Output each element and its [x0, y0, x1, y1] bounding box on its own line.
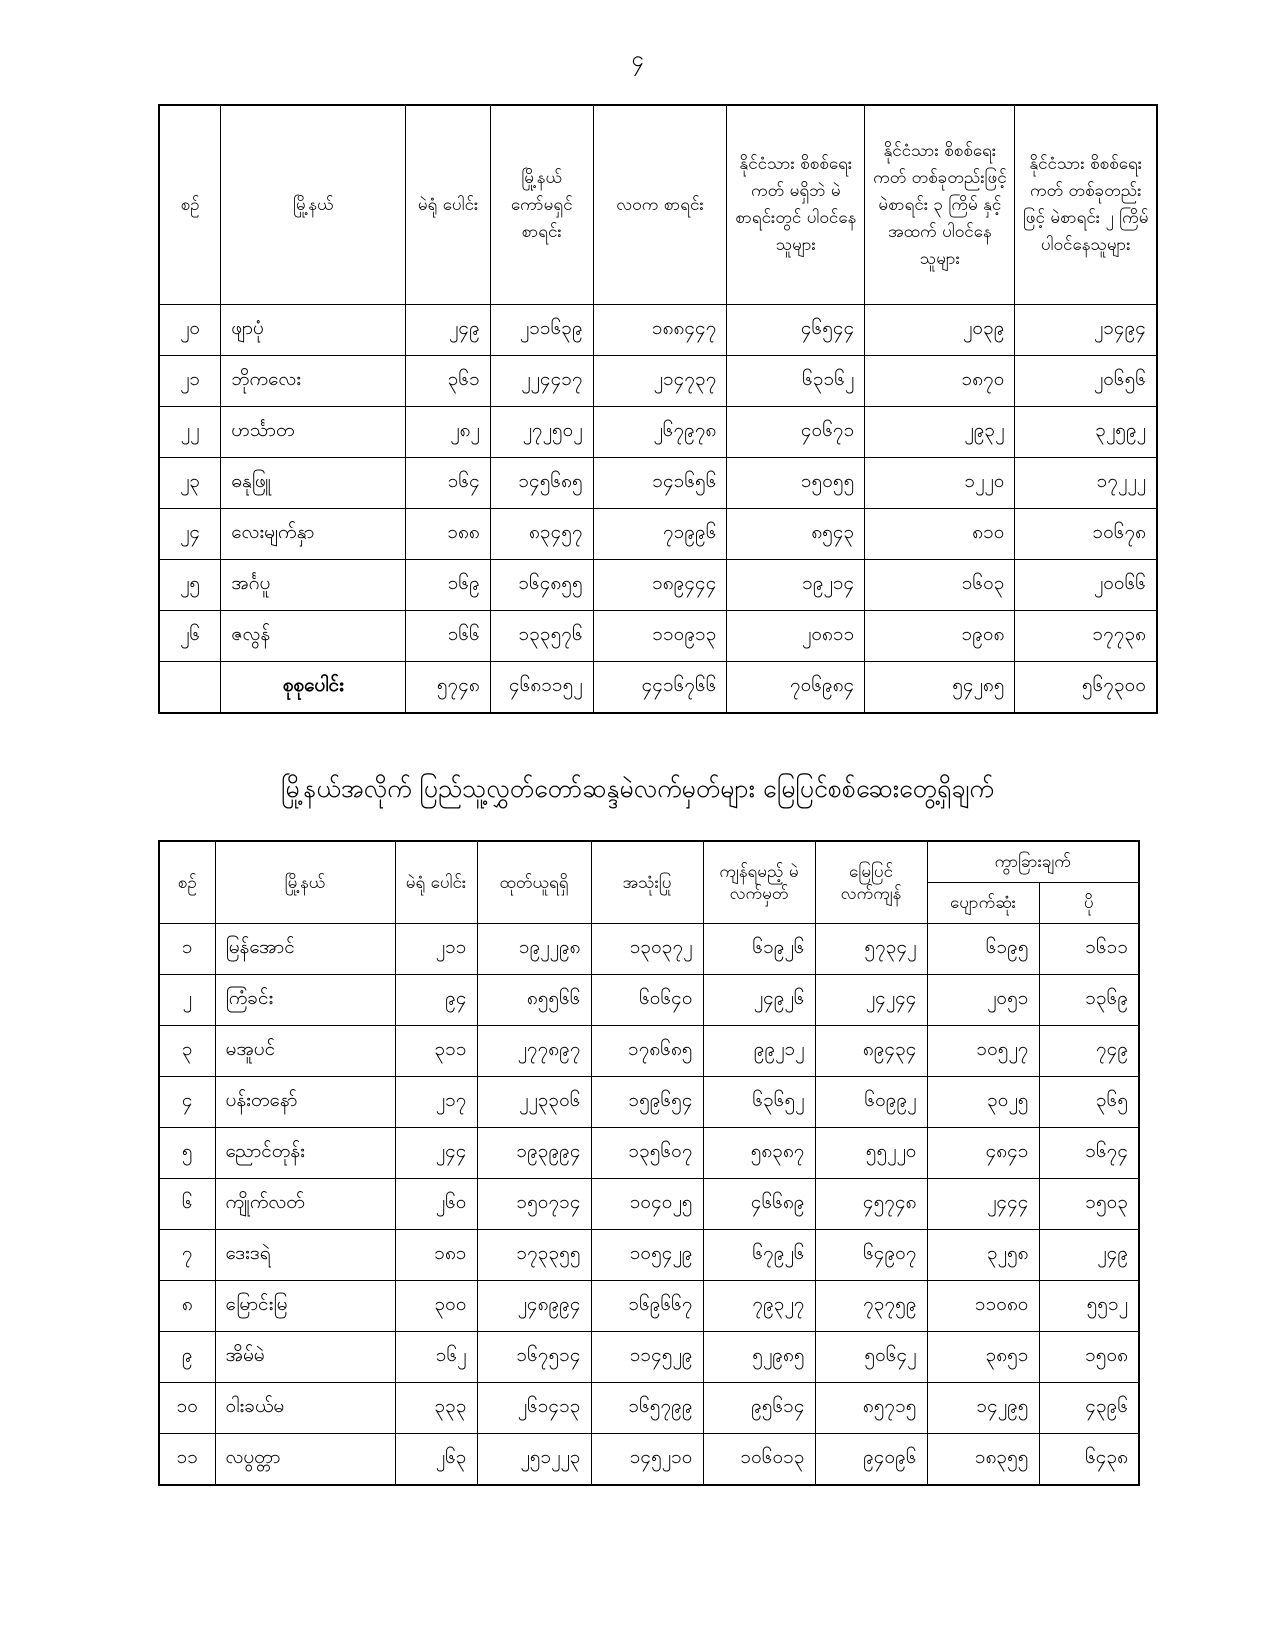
table-row — [159, 509, 1157, 560]
cell-value: ၆၁၉၅ — [927, 924, 1039, 975]
cell-value: ၂၄၉၂၆ — [703, 975, 815, 1026]
cell-seq: ၇ — [159, 1230, 215, 1281]
cell-township: ညောင်တုန်း — [215, 1128, 395, 1179]
cell-value: ၂၆၀ — [395, 1179, 477, 1230]
table-row — [159, 1383, 1139, 1434]
cell-value: ၈၅၄၃ — [727, 509, 865, 560]
cell-seq: ၂၃ — [159, 458, 221, 509]
cell-value: ၁၃၅၆၀၇ — [591, 1128, 703, 1179]
cell-value: ၁၆၉၆၆၇ — [591, 1281, 703, 1332]
cell-value: ၅၇၃၄၂ — [815, 924, 927, 975]
cell-value: ၅၀၆၄၂ — [815, 1332, 927, 1383]
cell-value: ၁၀၆၇၈ — [1015, 509, 1157, 560]
cell-value: ၈၃၄၅၇ — [490, 509, 593, 560]
cell-value: ၃၆၁ — [406, 356, 490, 407]
cell-value: ၁၃၃၅၇၆ — [490, 611, 593, 662]
cell-seq: ၆ — [159, 1179, 215, 1230]
cell-value: ၁၆၄၈၅၅ — [490, 560, 593, 611]
cell-value: ၂၁၁၆၃၉ — [490, 305, 593, 356]
cell-value: ၂၁၄၉၄ — [1015, 305, 1157, 356]
polling-stations-table — [158, 104, 1158, 714]
cell-township: ကျိုက်လတ် — [215, 1179, 395, 1230]
cell-township: မအူပင် — [215, 1026, 395, 1077]
cell-value: ၁၅၀၇၁၄ — [477, 1179, 591, 1230]
header-stations: မဲရုံ ပေါင်း — [406, 105, 490, 305]
cell-township: ဝါးခယ်မ — [215, 1383, 395, 1434]
cell-value: ၂၀၀၆၆ — [1015, 560, 1157, 611]
cell-value: ၃၁၁ — [395, 1026, 477, 1077]
cell-total: ၅၄၂၈၅ — [865, 662, 1015, 714]
cell-value: ၅၅၂၂၀ — [815, 1128, 927, 1179]
cell-township: ဓနုဖြူ — [221, 458, 406, 509]
header-stations: မဲရုံ ပေါင်း — [395, 841, 477, 924]
cell-value: ၁၈၈၄၄၇ — [593, 305, 727, 356]
cell-value: ၁၁၀၈၀ — [927, 1281, 1039, 1332]
cell-value: ၁၀၅၄၂၉ — [591, 1230, 703, 1281]
cell-value: ၆၀၆၄၀ — [591, 975, 703, 1026]
table-row — [159, 1230, 1139, 1281]
cell-township: လပွတ္တာ — [215, 1434, 395, 1486]
cell-value: ၇၉၃၂၇ — [703, 1281, 815, 1332]
cell-value: ၂၆၁၄၁၃ — [477, 1383, 591, 1434]
cell-seq: ၃ — [159, 1026, 215, 1077]
cell-total: ၄၄၁၆၇၆၆ — [593, 662, 727, 714]
cell-value: ၁၈၇၀ — [865, 356, 1015, 407]
header-township: မြို့နယ် — [221, 105, 406, 305]
cell-value: ၁၅၀၈ — [1039, 1332, 1139, 1383]
cell-value: ၄၅၇၄၈ — [815, 1179, 927, 1230]
cell-value: ၄၈၄၁ — [927, 1128, 1039, 1179]
cell-total: ၅၇၄၈ — [406, 662, 490, 714]
table-row — [159, 305, 1157, 356]
cell-value: ၂၇၇၈၉၇ — [477, 1026, 591, 1077]
cell-value: ၁၇၈၆၈၅ — [591, 1026, 703, 1077]
cell-value: ၆၀၉၉၂ — [815, 1077, 927, 1128]
table-row — [159, 611, 1157, 662]
cell-value: ၆၇၉၂၆ — [703, 1230, 815, 1281]
cell-value: ၁၆၄ — [406, 458, 490, 509]
cell-value: ၂၆၇၉၇၈ — [593, 407, 727, 458]
cell-value: ၄၃၉၆ — [1039, 1383, 1139, 1434]
table-row — [159, 458, 1157, 509]
cell-value: ၉၅၆၁၄ — [703, 1383, 815, 1434]
cell-value: ၂၄၉ — [1039, 1230, 1139, 1281]
total-label: စုစုပေါင်း — [221, 662, 406, 714]
table-header-row — [159, 105, 1157, 305]
cell-value: ၃၂၅၉၂ — [1015, 407, 1157, 458]
cell-value: ၁၆၉ — [406, 560, 490, 611]
page-number: ၄ — [631, 47, 644, 72]
cell-value: ၁၆၁၁ — [1039, 924, 1139, 975]
cell-value: ၁၉၂၂၉၈ — [477, 924, 591, 975]
cell-value: ၂၀၅၁ — [927, 975, 1039, 1026]
cell-value: ၂၄၈၉၉၄ — [477, 1281, 591, 1332]
header-difference: ကွာခြားချက် — [927, 841, 1139, 883]
cell-value: ၅၂၉၈၅ — [703, 1332, 815, 1383]
cell-township: အိမ်မဲ — [215, 1332, 395, 1383]
cell-value: ၁၇၇၃၈ — [1015, 611, 1157, 662]
cell-value: ၈၅၅၆၆ — [477, 975, 591, 1026]
header-two-times: နိုင်ငံသား စိစစ်ရေးကတ် တစ်ခုတည်းဖြင့် မဲစာရင်း ၂ ကြိမ် ပါဝင်နေသူများ — [1015, 105, 1157, 305]
cell-value: ၆၄၉၀၇ — [815, 1230, 927, 1281]
cell-value: ၉၄၀၉၆ — [815, 1434, 927, 1486]
cell-value: ၁၁၄၅၂၉ — [591, 1332, 703, 1383]
header-remaining: ကျန်ရမည့် မဲလက်မှတ် — [703, 841, 815, 924]
cell-value: ၃၆၅ — [1039, 1077, 1139, 1128]
header-commission-list: မြို့နယ် ကော်မရှင် စာရင်း — [490, 105, 593, 305]
header-lost: ပျောက်ဆုံး — [927, 883, 1039, 924]
cell-value: ၁၉၂၁၄ — [727, 560, 865, 611]
cell-value: ၂၄၄၄ — [927, 1179, 1039, 1230]
table-row — [159, 1434, 1139, 1486]
cell-value: ၁၈၁ — [395, 1230, 477, 1281]
table-row — [159, 975, 1139, 1026]
cell-seq: ၂ — [159, 975, 215, 1026]
cell-seq: ၉ — [159, 1332, 215, 1383]
cell-value: ၈၅၇၁၅ — [815, 1383, 927, 1434]
cell-value: ၁၆၆ — [406, 611, 490, 662]
cell-value: ၈၉၄၃၄ — [815, 1026, 927, 1077]
cell-value: ၁၄၂၉၅ — [927, 1383, 1039, 1434]
cell-value: ၂၈၂ — [406, 407, 490, 458]
cell-value: ၂၀၃၉ — [865, 305, 1015, 356]
cell-value: ၃၂၅၈ — [927, 1230, 1039, 1281]
table-row — [159, 407, 1157, 458]
cell-seq: ၄ — [159, 1077, 215, 1128]
cell-value: ၁၃၀၃၇၂ — [591, 924, 703, 975]
cell-value: ၁၅၀၃ — [1039, 1179, 1139, 1230]
cell-value: ၂၁၁ — [395, 924, 477, 975]
header-three-times: နိုင်ငံသား စိစစ်ရေးကတ် တစ်ခုတည်းဖြင့် မဲစာရင်း ၃ ကြိမ် နှင့်အထက် ပါဝင်နေသူများ — [865, 105, 1015, 305]
cell-value: ၂၄၄ — [395, 1128, 477, 1179]
cell-value: ၁၇၂၂၂ — [1015, 458, 1157, 509]
cell-seq: ၈ — [159, 1281, 215, 1332]
table-row — [159, 356, 1157, 407]
cell-seq — [159, 662, 221, 714]
table-row — [159, 1281, 1139, 1332]
table-row — [159, 560, 1157, 611]
cell-seq: ၂၂ — [159, 407, 221, 458]
cell-value: ၁၈၉၄၄၄ — [593, 560, 727, 611]
header-no-id-card: နိုင်ငံသား စိစစ်ရေးကတ် မရှိဘဲ မဲစာရင်းတွင် ပါဝင်နေသူများ — [727, 105, 865, 305]
cell-township: ကြံခင်း — [215, 975, 395, 1026]
cell-value: ၁၆၇၅၁၄ — [477, 1332, 591, 1383]
cell-value: ၄၀၆၇၁ — [727, 407, 865, 458]
cell-township: ဟင်္သာတ — [221, 407, 406, 458]
cell-value: ၁၅၉၆၅၄ — [591, 1077, 703, 1128]
table-row — [159, 1128, 1139, 1179]
table-row — [159, 1026, 1139, 1077]
cell-value: ၁၅၀၅၅ — [727, 458, 865, 509]
header-ground-balance: မြေပြင် လက်ကျန် — [815, 841, 927, 924]
cell-value: ၁၄၅၂၁၀ — [591, 1434, 703, 1486]
cell-value: ၂၄၉ — [406, 305, 490, 356]
cell-value: ၁၀၄၀၂၅ — [591, 1179, 703, 1230]
cell-value: ၂၇၂၅၀၂ — [490, 407, 593, 458]
cell-value: ၁၈၈ — [406, 509, 490, 560]
cell-value: ၁၆၀၃ — [865, 560, 1015, 611]
cell-value: ၇၄၉ — [1039, 1026, 1139, 1077]
header-excess: ပို — [1039, 883, 1139, 924]
cell-value: ၂၁၇ — [395, 1077, 477, 1128]
cell-value: ၂၂၄၄၁၇ — [490, 356, 593, 407]
cell-value: ၂၆၃ — [395, 1434, 477, 1486]
cell-value: ၁၃၆၉ — [1039, 975, 1139, 1026]
cell-value: ၂၀၈၁၁ — [727, 611, 865, 662]
cell-township: ဘိုကလေး — [221, 356, 406, 407]
cell-value: ၇၁၉၉၆ — [593, 509, 727, 560]
cell-value: ၁၇၃၃၅၅ — [477, 1230, 591, 1281]
cell-value: ၄၆၆၈၉ — [703, 1179, 815, 1230]
cell-value: ၁၂၂၀ — [865, 458, 1015, 509]
cell-total: ၅၆၇၃၀၀ — [1015, 662, 1157, 714]
cell-value: ၁၄၅၆၈၅ — [490, 458, 593, 509]
header-immigration-list: လဝက စာရင်း — [593, 105, 727, 305]
cell-value: ၁၆၇၄ — [1039, 1128, 1139, 1179]
cell-value: ၁၆၅၇၉၉ — [591, 1383, 703, 1434]
table-row — [159, 924, 1139, 975]
cell-township: ဇလွန် — [221, 611, 406, 662]
cell-value: ၃၃၃ — [395, 1383, 477, 1434]
cell-township: မြန်အောင် — [215, 924, 395, 975]
cell-township: အင်္ဂပူ — [221, 560, 406, 611]
cell-value: ၁၈၃၅၅ — [927, 1434, 1039, 1486]
cell-value: ၁၀၆၀၁၃ — [703, 1434, 815, 1486]
cell-value: ၄၆၅၄၄ — [727, 305, 865, 356]
cell-value: ၆၃၆၅၂ — [703, 1077, 815, 1128]
cell-township: ပန်းတနော် — [215, 1077, 395, 1128]
cell-value: ၂၂၃၃၀၆ — [477, 1077, 591, 1128]
cell-seq: ၂၄ — [159, 509, 221, 560]
table-header-row — [159, 841, 1139, 883]
cell-value: ၉၉၂၁၂ — [703, 1026, 815, 1077]
header-seq: စဉ် — [159, 841, 215, 924]
cell-value: ၂၀၆၅၆ — [1015, 356, 1157, 407]
cell-value: ၇၃၇၅၉ — [815, 1281, 927, 1332]
cell-value: ၂၅၁၂၂၃ — [477, 1434, 591, 1486]
cell-value: ၂၄၂၄၄ — [815, 975, 927, 1026]
cell-township: ဖျာပုံ — [221, 305, 406, 356]
cell-seq: ၁ — [159, 924, 215, 975]
cell-township: လေးမျက်နှာ — [221, 509, 406, 560]
cell-seq: ၂၆ — [159, 611, 221, 662]
header-seq: စဉ် — [159, 105, 221, 305]
cell-value: ၅၈၃၈၇ — [703, 1128, 815, 1179]
table-row — [159, 1332, 1139, 1383]
cell-value: ၁၉၀၈ — [865, 611, 1015, 662]
cell-seq: ၁၀ — [159, 1383, 215, 1434]
cell-value: ၃၀၂၅ — [927, 1077, 1039, 1128]
cell-total: ၄၆၈၁၁၅၂ — [490, 662, 593, 714]
cell-value: ၃၀၀ — [395, 1281, 477, 1332]
cell-value: ၁၀၅၂၇ — [927, 1026, 1039, 1077]
cell-value: ၁၉၃၉၉၄ — [477, 1128, 591, 1179]
cell-seq: ၁၁ — [159, 1434, 215, 1486]
total-row — [159, 662, 1157, 714]
cell-value: ၆၃၁၆၂ — [727, 356, 865, 407]
header-township: မြို့နယ် — [215, 841, 395, 924]
cell-value: ၁၄၁၆၅၆ — [593, 458, 727, 509]
cell-seq: ၂၁ — [159, 356, 221, 407]
header-used: အသုံးပြု — [591, 841, 703, 924]
cell-township: ဒေးဒရဲ — [215, 1230, 395, 1281]
header-issued: ထုတ်ယူရရှိ — [477, 841, 591, 924]
cell-seq: ၂၅ — [159, 560, 221, 611]
cell-total: ၇၀၆၉၈၄ — [727, 662, 865, 714]
cell-value: ၆၄၃၈ — [1039, 1434, 1139, 1486]
table-row — [159, 1077, 1139, 1128]
cell-value: ၆၁၉၂၆ — [703, 924, 815, 975]
cell-value: ၃၈၅၁ — [927, 1332, 1039, 1383]
cell-seq: ၂၀ — [159, 305, 221, 356]
cell-value: ၂၉၃၂ — [865, 407, 1015, 458]
cell-value: ၁၆၂ — [395, 1332, 477, 1383]
section-title: မြို့နယ်အလိုက် ပြည်သူ့လွှတ်တော်ဆန္ဒမဲလက်မှတ်များ မြေပြင်စစ်ဆေးတွေ့ရှိချက် — [281, 774, 994, 803]
cell-township: မြောင်းမြ — [215, 1281, 395, 1332]
cell-value: ၈၁၀ — [865, 509, 1015, 560]
cell-value: ၁၁၀၉၁၃ — [593, 611, 727, 662]
cell-seq: ၅ — [159, 1128, 215, 1179]
cell-value: ၅၅၁၂ — [1039, 1281, 1139, 1332]
table-row — [159, 1179, 1139, 1230]
ballot-inspection-table — [158, 840, 1140, 1486]
cell-value: ၂၁၄၇၃၇ — [593, 356, 727, 407]
cell-value: ၉၄ — [395, 975, 477, 1026]
